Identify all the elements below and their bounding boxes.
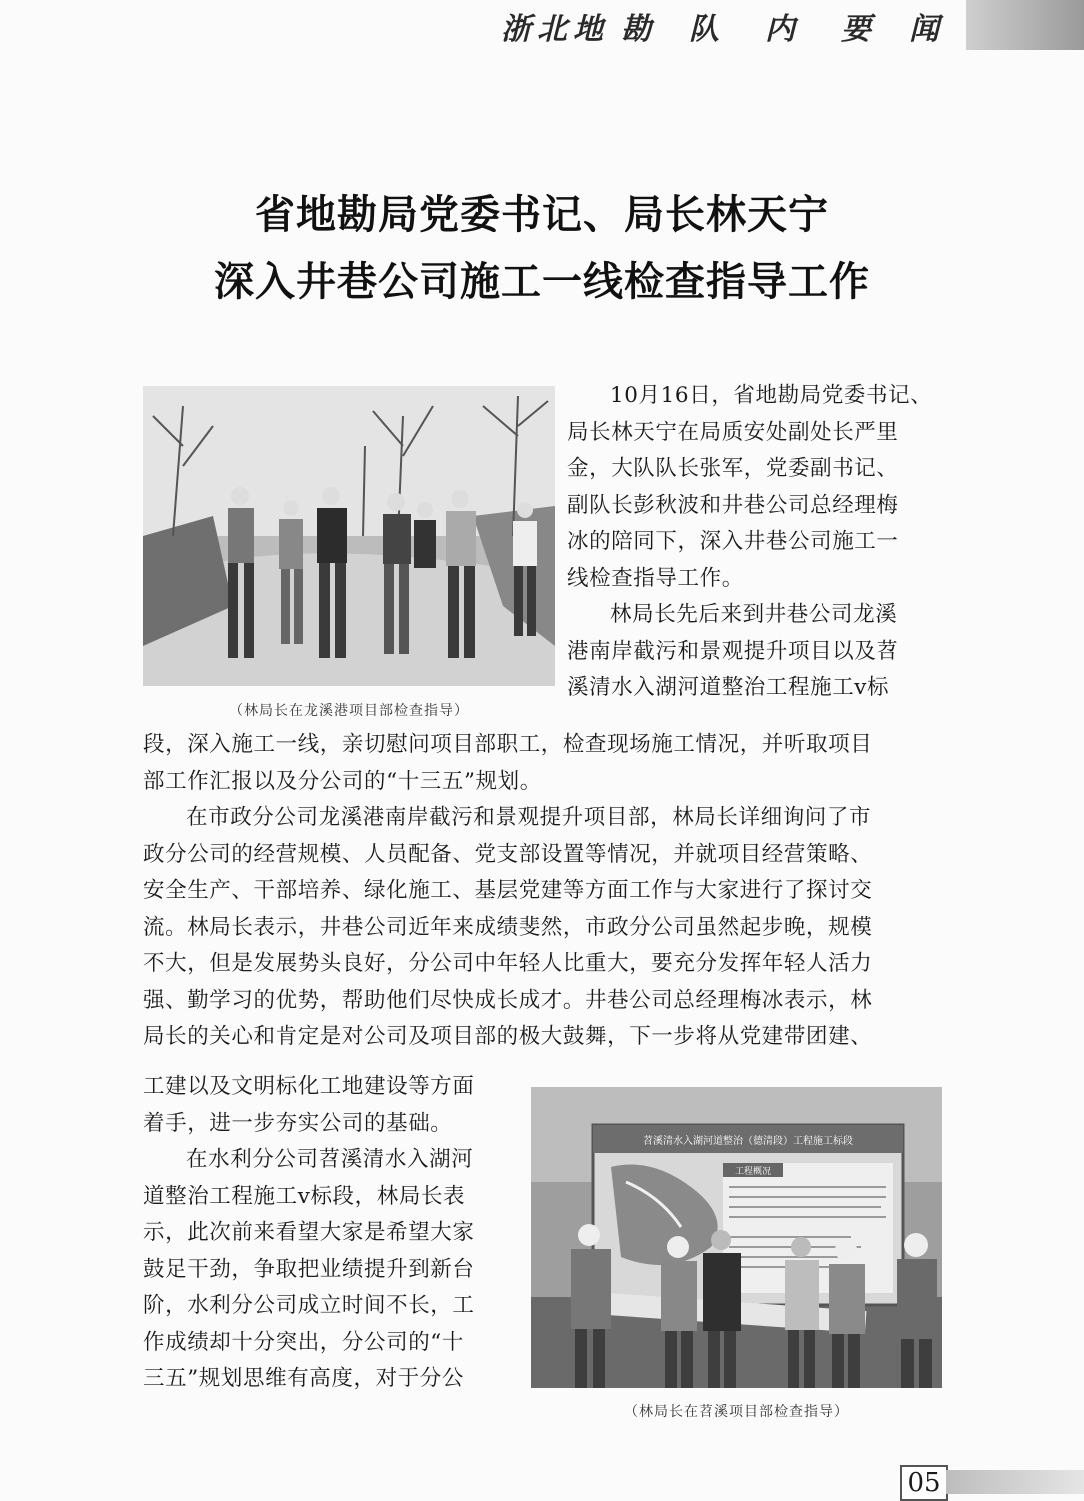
header-char: 队	[689, 12, 719, 47]
paragraph-line: 不大，但是发展势头良好，分公司中年轻人比重大，要充分发挥年轻人活力	[143, 951, 873, 976]
paragraph-line: 溪清水入湖河道整治工程施工ⅴ标	[567, 675, 890, 700]
paragraph-line: 线检查指导工作。	[567, 565, 744, 591]
section-header	[498, 6, 954, 46]
header-char: 浙	[501, 12, 531, 47]
photo1-caption: （林局长在龙溪港项目部检查指导）	[229, 703, 469, 719]
paragraph-line: 安全生产、干部培养、绿化施工、基层党建等方面工作与大家进行了探讨交	[143, 878, 873, 903]
header-char: 闻	[909, 12, 939, 47]
header-char: 北	[537, 12, 567, 47]
paragraph-line: 在市政分公司龙溪港南岸截污和景观提升项目部，林局长详细询问了市	[186, 805, 872, 830]
paragraph-line: 鼓足干劲，争取把业绩提升到新台	[143, 1256, 475, 1282]
paragraph-line: 政分公司的经营规模、人员配备、党支部设置等情况，并就项目经营策略、	[143, 841, 873, 867]
board-title: 苕溪清水入湖河道整治（德清段）工程施工标段	[643, 1136, 853, 1147]
paragraph-line: 副队长彭秋波和井巷公司总经理梅	[567, 492, 899, 518]
paragraph-line: 在水利分公司苕溪清水入湖河	[186, 1147, 474, 1172]
paragraph-line: 阶，水利分公司成立时间不长，工	[143, 1293, 475, 1318]
article-column-1	[567, 378, 943, 707]
page-number: 05	[900, 1465, 948, 1501]
paragraph-line: 流。林局长表示，井巷公司近年来成绩斐然，市政分公司虽然起步晚，规模	[143, 914, 873, 940]
paragraph-line: 作成绩却十分突出，分公司的“十	[143, 1329, 464, 1355]
header-char: 地	[573, 12, 603, 47]
article-column-2	[143, 1069, 520, 1398]
paragraph-line: 三五”规划思维有高度，对于分公	[143, 1366, 464, 1391]
paragraph-line: 着手，进一步夯实公司的基础。	[143, 1110, 453, 1136]
page-number-decor-bar	[946, 1470, 1084, 1494]
article-body-full	[143, 727, 943, 1056]
paragraph-line: 道整治工程施工ⅴ标段，林局长表	[143, 1183, 466, 1209]
paragraph-line: 强、勤学习的优势，帮助他们尽快成长成才。井巷公司总经理梅冰表示，林	[143, 987, 873, 1013]
paragraph-line: 冰的陪同下，深入井巷公司施工一	[567, 529, 899, 554]
paragraph-line: 工建以及文明标化工地建设等方面	[143, 1074, 475, 1099]
paragraph-line: 林局长先后来到井巷公司龙溪	[610, 602, 898, 627]
board-heading: 工程概况	[734, 1167, 772, 1177]
paragraph-line: 金，大队队长张军，党委副书记、	[567, 456, 899, 481]
paragraph-line: 局长的关心和肯定是对公司及项目部的极大鼓舞，下一步将从党建带团建、	[143, 1024, 873, 1049]
paragraph-line: 段，深入施工一线，亲切慰问项目部职工，检查现场施工情况，并听取项目	[143, 732, 873, 757]
photo2-caption: （林局长在苕溪项目部检查指导）	[624, 1404, 849, 1420]
article-title-line1: 省地勘局党委书记、局长林天宁	[255, 192, 829, 238]
paragraph-line: 部工作汇报以及分公司的“十三五”规划。	[143, 768, 542, 794]
paragraph-line: 示，此次前来看望大家是希望大家	[143, 1220, 475, 1245]
paragraph-line: 局长林天宁在局质安处副处长严里	[567, 419, 899, 445]
header-char: 要	[841, 12, 871, 47]
paragraph-line: 港南岸截污和景观提升项目以及苕	[567, 638, 899, 664]
header-char: 勘	[621, 12, 651, 47]
photo-longxi-inspection	[143, 386, 555, 686]
photo-tiaoxi-inspection	[531, 1087, 942, 1388]
header-decor-bar	[966, 0, 1084, 50]
header-char: 内	[765, 12, 795, 47]
paragraph-line: 10月16日，省地勘局党委书记、	[610, 383, 933, 408]
article-title-line2: 深入井巷公司施工一线检查指导工作	[214, 259, 870, 305]
